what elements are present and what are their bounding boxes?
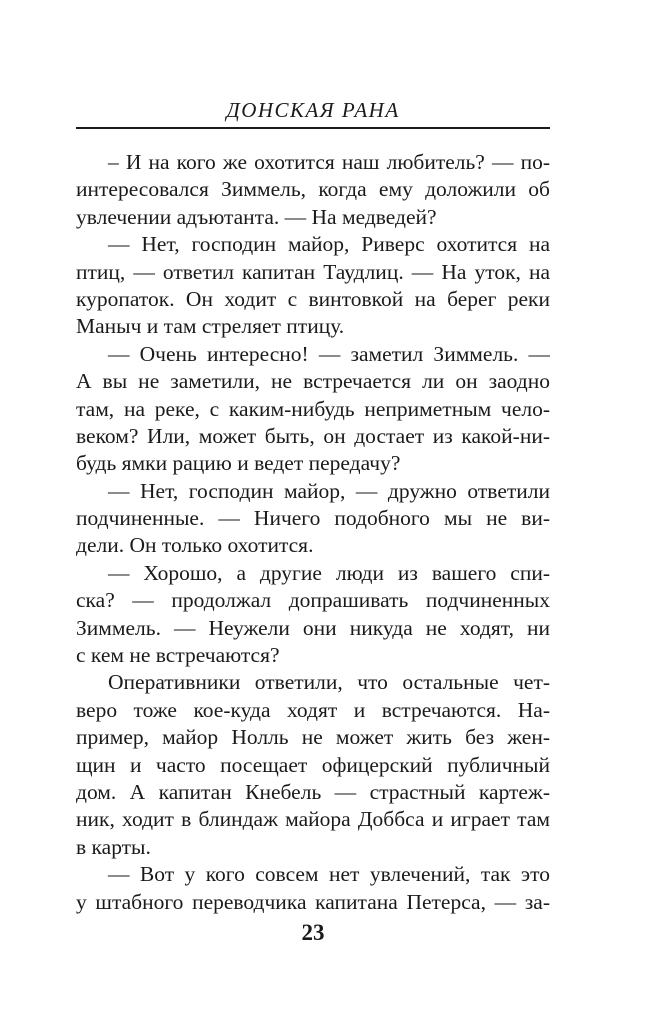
text-line: там, на реке, с каким-нибудь неприметным чело- <box>76 396 550 421</box>
text-line: пример, майор Нолль не может жить без жен- <box>76 725 550 750</box>
text-line: — Хорошо, а другие люди из вашего спи- <box>108 560 550 585</box>
text-line: — Очень интересно! — заметил Зиммель. — <box>108 341 550 366</box>
text-line: Оперативники ответили, что остальные чет- <box>108 670 550 695</box>
text-line: веком? Или, может быть, он достает из какой-ни- <box>76 423 550 448</box>
text-line: – И на кого же охотится наш любитель? — по- <box>108 150 550 174</box>
page-number: 23 <box>301 920 325 945</box>
text-line: куропаток. Он ходит с винтовкой на берег реки <box>76 286 550 311</box>
body-text <box>76 149 550 916</box>
text-line: будь ямки рацию и ведет передачу? <box>76 451 401 476</box>
running-header <box>76 95 550 125</box>
text-line: Маныч и там стреляет птицу. <box>76 314 345 339</box>
text-line: дели. Он только охотится. <box>76 533 314 558</box>
text-line: щин и часто посещает офицерский публичный <box>76 752 550 777</box>
text-line: дом. А капитан Кнебель — страстный картеж- <box>76 779 550 804</box>
header-rule <box>76 127 550 129</box>
text-line: подчиненные. — Ничего подобного мы не ви- <box>76 506 550 531</box>
text-line: — Нет, господин майор, Риверс охотится на <box>108 232 550 257</box>
running-header-title: ДОНСКАЯ РАНА <box>226 98 400 122</box>
text-line: Зиммель. — Неужели они никуда не ходят, ни <box>76 615 550 640</box>
text-line: ник, ходит в блиндаж майора Доббса и играет там <box>76 807 550 832</box>
text-line: с кем не встречаются? <box>76 643 280 668</box>
text-line: у штабного переводчика капитана Петерса, — за- <box>76 889 550 914</box>
text-line: увлечении адъютанта. — На медведей? <box>76 204 437 229</box>
text-line: интересовался Зиммель, когда ему доложили об <box>76 177 550 202</box>
text-line: ска? — продолжал допрашивать подчиненных <box>76 588 550 613</box>
text-line: птиц, — ответил капитан Таудлиц. — На уток, на <box>76 259 550 284</box>
text-line: в карты. <box>76 834 151 859</box>
text-line: веро тоже кое-куда ходят и встречаются. На- <box>76 697 550 722</box>
text-line: — Вот у кого совсем нет увлечений, так это <box>108 862 550 887</box>
text-line: А вы не заметили, не встречается ли он заодно <box>76 369 550 394</box>
text-line: — Нет, господин майор, — дружно ответили <box>108 478 550 503</box>
